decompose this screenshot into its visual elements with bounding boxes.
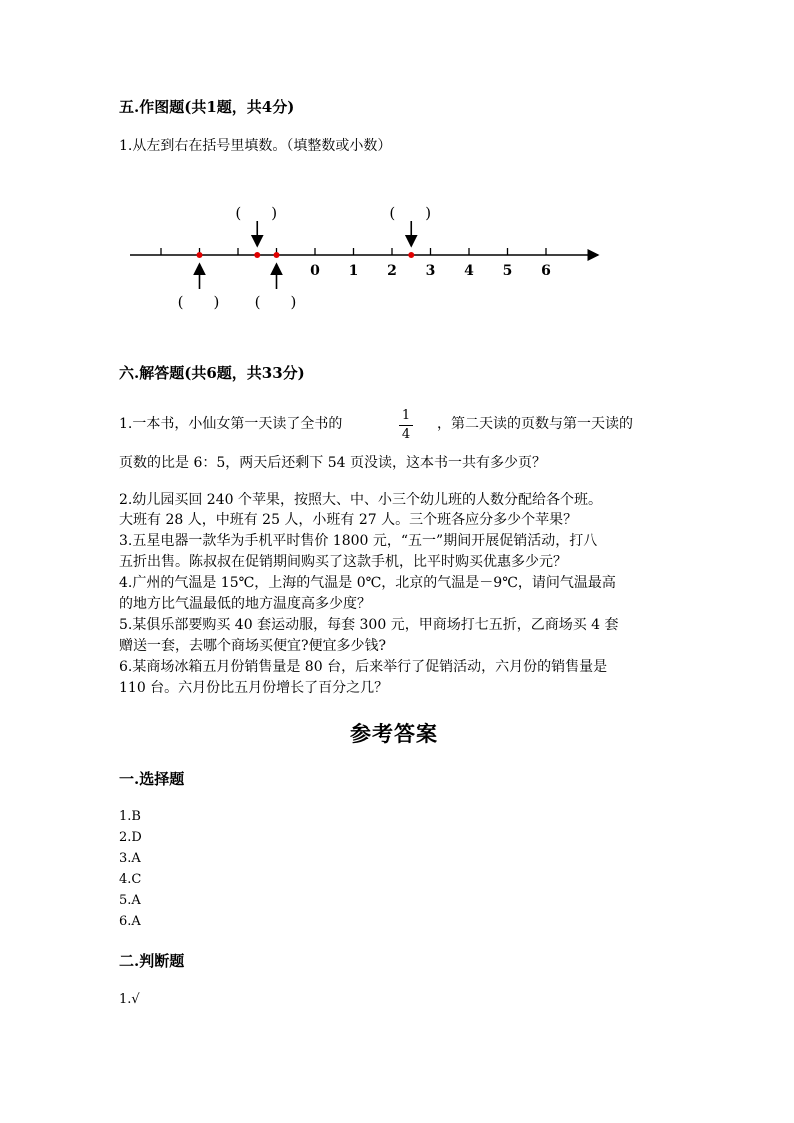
answers-title: 参考答案 bbox=[350, 721, 438, 746]
number-line-label: 1 bbox=[348, 263, 359, 279]
fraction-one-quarter bbox=[399, 409, 413, 442]
section6-line: 大班有 28 人，中班有 25 人，小班有 27 人。三个班各应分多少个苹果？ bbox=[119, 512, 578, 528]
answers-section1-heading: 一.选择题 bbox=[119, 770, 185, 788]
number-line-label: 6 bbox=[541, 263, 551, 279]
answer-item: 4.C bbox=[119, 872, 142, 887]
answer-item: 1.B bbox=[119, 809, 141, 824]
number-line-label: 0 bbox=[310, 263, 320, 279]
section6-line: 5.某俱乐部要购买 40 套运动服，每套 300 元，甲商场打七五折，乙商场买 4 套 bbox=[119, 617, 619, 633]
answer-item: 1.√ bbox=[119, 992, 140, 1007]
number-line-point bbox=[197, 252, 203, 258]
section6-line: 110 台。六月份比五月份增长了百分之几？ bbox=[119, 680, 389, 696]
number-line-label: 2 bbox=[387, 263, 397, 279]
section6-q1-line2: 页数的比是 6：5，两天后还剩下 54 页没读，这本书一共有多少页？ bbox=[119, 455, 546, 471]
section6-q1-part2: ，第二天读的页数与第一天读的 bbox=[437, 416, 633, 432]
number-line-point bbox=[408, 252, 414, 258]
answers-section2-heading: 二.判断题 bbox=[119, 952, 185, 970]
answer-blank: ( ) bbox=[235, 204, 278, 222]
section6-line: 五折出售。陈叔叔在促销期间购买了这款手机，比平时购买优惠多少元？ bbox=[119, 554, 567, 570]
section6-line: 2.幼儿园买回 240 个苹果，按照大、中、小三个幼儿班的人数分配给各个班。 bbox=[119, 492, 602, 508]
fraction-denominator: 4 bbox=[401, 427, 411, 442]
number-line-label: 5 bbox=[502, 263, 513, 279]
answer-blank: ( ) bbox=[177, 293, 220, 311]
section6-heading: 六.解答题(共6题，共33分) bbox=[119, 364, 305, 382]
fraction-bar bbox=[399, 425, 413, 426]
section6-line: 3.五星电器一款华为手机平时售价 1800 元，“五一”期间开展促销活动，打八 bbox=[119, 533, 598, 549]
answer-blank: ( ) bbox=[254, 293, 297, 311]
section6-line: 赠送一套，去哪个商场买便宜?便宜多少钱? bbox=[119, 638, 387, 654]
section6-q1-part1: 1.一本书，小仙女第一天读了全书的 bbox=[119, 416, 343, 432]
number-line-point bbox=[254, 252, 260, 258]
fraction-numerator: 1 bbox=[401, 408, 411, 423]
section5-question-1: 1.从左到右在括号里填数。（填整数或小数） bbox=[119, 138, 392, 154]
number-line-figure bbox=[0, 195, 794, 325]
number-line-label: 4 bbox=[464, 263, 474, 279]
section6-line: 6.某商场冰箱五月份销售量是 80 台，后来举行了促销活动，六月份的销售量是 bbox=[119, 659, 608, 675]
answer-item: 2.D bbox=[119, 830, 142, 845]
section5-heading: 五.作图题(共1题，共4分) bbox=[119, 98, 295, 116]
number-line-point bbox=[274, 252, 280, 258]
section6-line: 的地方比气温最低的地方温度高多少度？ bbox=[119, 596, 371, 612]
answer-blank: ( ) bbox=[389, 204, 432, 222]
answer-item: 5.A bbox=[119, 893, 141, 908]
number-line-label: 3 bbox=[425, 263, 436, 279]
answer-item: 3.A bbox=[119, 851, 141, 866]
answer-item: 6.A bbox=[119, 914, 141, 929]
section6-line: 4.广州的气温是 15℃，上海的气温是 0℃，北京的气温是－9℃，请问气温最高 bbox=[119, 575, 616, 591]
